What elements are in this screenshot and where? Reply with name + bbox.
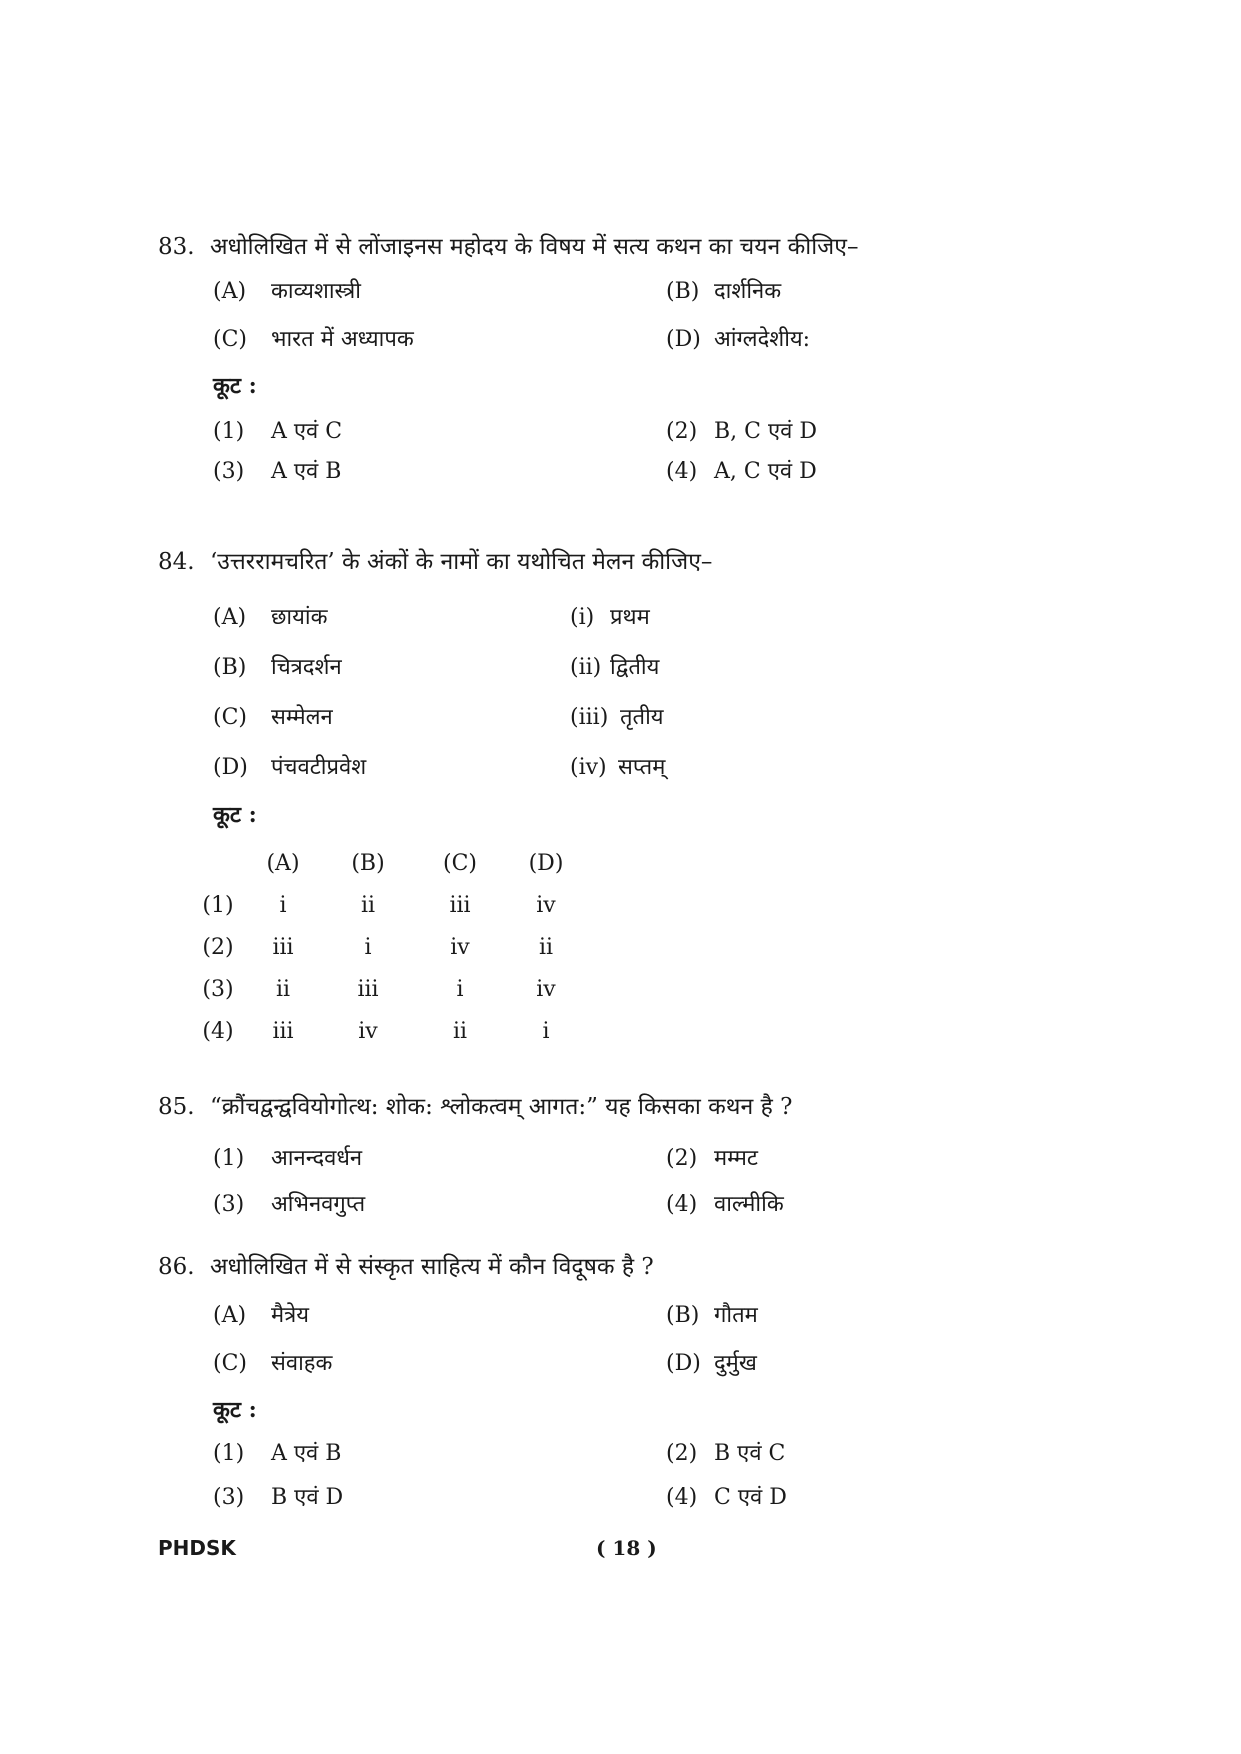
match-right-ii: (ii) द्वितीय — [570, 655, 660, 680]
question-number: 85. — [158, 1094, 195, 1120]
match-left-b: (B) चित्रदर्शन — [213, 655, 342, 680]
grid-row-label: (2) — [202, 935, 234, 960]
answer-1: (1) आनन्दवर्धन — [213, 1146, 363, 1171]
option-d: (D) आंग्लदेशीय: — [666, 327, 811, 352]
answer-row — [158, 1432, 1058, 1476]
option-c: (C) संवाहक — [213, 1351, 333, 1376]
match-left-a: (A) छायांक — [213, 605, 328, 630]
question-86-stem — [158, 1250, 1058, 1284]
option-row — [158, 320, 1058, 360]
question-85 — [158, 1090, 1058, 1228]
grid-cell: iii — [357, 977, 379, 1002]
answer-3: (3) B एवं D — [213, 1485, 344, 1510]
grid-cell: iv — [450, 935, 470, 960]
answer-row — [158, 452, 1058, 492]
answer-1: (1) A एवं C — [213, 419, 343, 444]
grid-header-a: (A) — [266, 851, 300, 876]
match-right-iv: (iv) सप्तम् — [570, 755, 666, 780]
question-text: अधोलिखित में से लोंजाइनस महोदय के विषय में सत्य कथन का चयन कीजिए– — [210, 234, 859, 260]
paper-code: PHDSK — [158, 1536, 236, 1560]
answer-2: (2) मम्मट — [666, 1146, 758, 1171]
match-left-d: (D) पंचवटीप्रवेश — [213, 755, 367, 780]
answer-row — [158, 1182, 1058, 1228]
answer-grid-header — [158, 843, 1058, 885]
answer-2: (2) B, C एवं D — [666, 419, 818, 444]
grid-cell: ii — [538, 935, 554, 960]
question-number: 83. — [158, 234, 195, 260]
grid-row-label: (4) — [202, 1019, 234, 1044]
grid-cell: ii — [275, 977, 291, 1002]
option-a: (A) काव्यशास्त्री — [213, 279, 361, 304]
question-86 — [158, 1250, 1058, 1520]
grid-cell: ii — [452, 1019, 468, 1044]
answer-row — [158, 1136, 1058, 1182]
question-number: 84. — [158, 549, 195, 575]
koot-label: कूट : — [213, 802, 257, 828]
option-row — [158, 272, 1058, 312]
match-row — [158, 693, 1058, 743]
answer-row — [158, 412, 1058, 452]
grid-cell: iv — [358, 1019, 378, 1044]
question-84-stem — [158, 545, 1058, 579]
question-text: ‘उत्तररामचरित’ के अंकों के नामों का यथोचित मेलन कीजिए– — [210, 549, 713, 575]
koot-label: कूट : — [213, 1397, 257, 1423]
answer-4: (4) C एवं D — [666, 1485, 787, 1510]
page-number: ( 18 ) — [596, 1536, 657, 1560]
answer-3: (3) A एवं B — [213, 459, 342, 484]
question-83-stem — [158, 230, 1058, 264]
grid-cell: iii — [272, 935, 294, 960]
koot-label: कूट : — [213, 373, 257, 399]
answer-4: (4) A, C एवं D — [666, 459, 817, 484]
question-83 — [158, 230, 1058, 492]
answer-grid-row — [158, 969, 1058, 1011]
match-right-i: (i) प्रथम — [570, 605, 650, 630]
grid-header-b: (B) — [351, 851, 385, 876]
grid-row-label: (3) — [202, 977, 234, 1002]
option-b: (B) गौतम — [666, 1303, 758, 1328]
question-text: “क्रौंचद्वन्द्ववियोगोत्थ: शोक: श्लोकत्वम् आगत:” यह किसका कथन है ? — [210, 1094, 793, 1120]
grid-cell: i — [364, 935, 372, 960]
match-row — [158, 643, 1058, 693]
option-a: (A) मैत्रेय — [213, 1303, 310, 1328]
answer-2: (2) B एवं C — [666, 1441, 786, 1466]
grid-header-d: (D) — [528, 851, 564, 876]
grid-cell: i — [542, 1019, 550, 1044]
question-84 — [158, 545, 1058, 1053]
match-left-c: (C) सम्मेलन — [213, 705, 333, 730]
answer-grid-row — [158, 1011, 1058, 1053]
grid-header-c: (C) — [443, 851, 477, 876]
grid-cell: ii — [360, 893, 376, 918]
option-b: (B) दार्शनिक — [666, 279, 782, 304]
answer-1: (1) A एवं B — [213, 1441, 342, 1466]
grid-cell: iii — [272, 1019, 294, 1044]
option-row — [158, 1292, 1058, 1340]
question-85-stem — [158, 1090, 1058, 1124]
grid-cell: i — [456, 977, 464, 1002]
grid-cell: iv — [536, 893, 556, 918]
option-c: (C) भारत में अध्यापक — [213, 327, 414, 352]
answer-row — [158, 1476, 1058, 1520]
question-text: अधोलिखित में से संस्कृत साहित्य में कौन विदूषक है ? — [210, 1254, 654, 1280]
match-row — [158, 593, 1058, 643]
grid-cell: iii — [449, 893, 471, 918]
grid-cell: i — [279, 893, 287, 918]
option-d: (D) दुर्मुख — [666, 1351, 757, 1376]
answer-grid-row — [158, 927, 1058, 969]
answer-grid-row — [158, 885, 1058, 927]
match-right-iii: (iii) तृतीय — [570, 705, 664, 730]
option-row — [158, 1340, 1058, 1388]
answer-3: (3) अभिनवगुप्त — [213, 1192, 366, 1217]
question-number: 86. — [158, 1254, 195, 1280]
grid-row-label: (1) — [202, 893, 234, 918]
grid-cell: iv — [536, 977, 556, 1002]
match-row — [158, 743, 1058, 793]
answer-4: (4) वाल्मीकि — [666, 1192, 784, 1217]
